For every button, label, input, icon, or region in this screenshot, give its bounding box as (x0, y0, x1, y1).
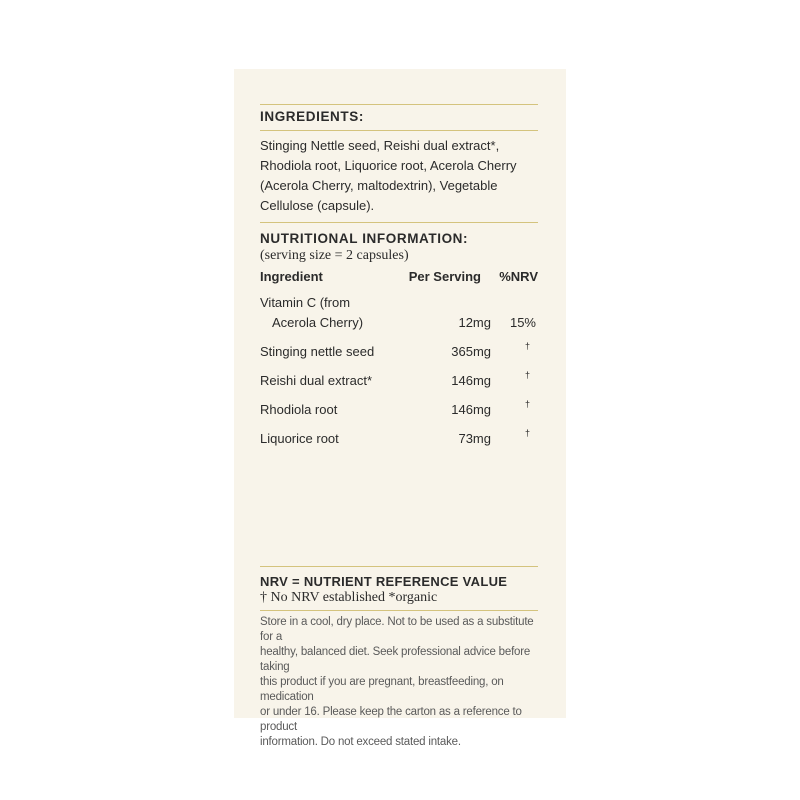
ingredients-heading: INGREDIENTS: (260, 109, 364, 124)
storage-line: information. Do not exceed stated intake. (260, 736, 461, 748)
ingredients-line: Stinging Nettle seed, Reishi dual extract*, (260, 138, 500, 153)
ingredients-line: Rhodiola root, Liquorice root, Acerola Cherry (260, 158, 517, 173)
nrv-legend: † No NRV established *organic (260, 590, 438, 605)
ingredients-line: (Acerola Cherry, maltodextrin), Vegetable (260, 178, 498, 193)
col-per-serving: Per Serving (408, 269, 481, 284)
top-divider (260, 104, 538, 105)
col-ingredient: Ingredient (260, 269, 323, 284)
ingredients-line: Cellulose (capsule). (260, 198, 375, 213)
row-amount: 365mg (451, 344, 491, 359)
row-amount: 146mg (451, 373, 491, 388)
ingredients-divider (260, 130, 538, 131)
row-name: Stinging nettle seed (260, 344, 375, 359)
row-nrv: † (524, 428, 530, 438)
storage-advice (260, 615, 542, 750)
row-name: Acerola Cherry) (272, 315, 364, 330)
row-name: Rhodiola root (260, 402, 338, 417)
row-nrv: 15% (509, 315, 536, 330)
nutrition-divider (260, 222, 538, 223)
storage-line: or under 16. Please keep the carton as a reference to product (260, 706, 522, 733)
nrv-divider (260, 566, 538, 567)
row-name: Reishi dual extract* (260, 373, 372, 388)
storage-line: healthy, balanced diet. Seek professional advice before taking (260, 646, 531, 673)
row-amount: 146mg (451, 402, 491, 417)
row-nrv: † (524, 399, 530, 409)
row-nrv: † (524, 370, 530, 380)
row-amount: 12mg (458, 315, 491, 330)
ingredients-list (260, 136, 538, 216)
row-amount: 73mg (458, 431, 491, 446)
storage-line: Store in a cool, dry place. Not to be used as a substitute for a (260, 616, 534, 643)
nutrition-heading: NUTRITIONAL INFORMATION: (260, 231, 469, 246)
product-carton-panel (234, 69, 566, 748)
storage-line: this product if you are pregnant, breastfeeding, on medication (260, 676, 504, 703)
row-name: Vitamin C (from (260, 295, 351, 310)
row-nrv: † (524, 341, 530, 351)
nrv-heading: NRV = NUTRIENT REFERENCE VALUE (260, 574, 508, 589)
serving-size: (serving size = 2 capsules) (260, 248, 409, 263)
row-name: Liquorice root (260, 431, 339, 446)
col-nrv: %NRV (499, 269, 538, 284)
storage-divider (260, 610, 538, 611)
